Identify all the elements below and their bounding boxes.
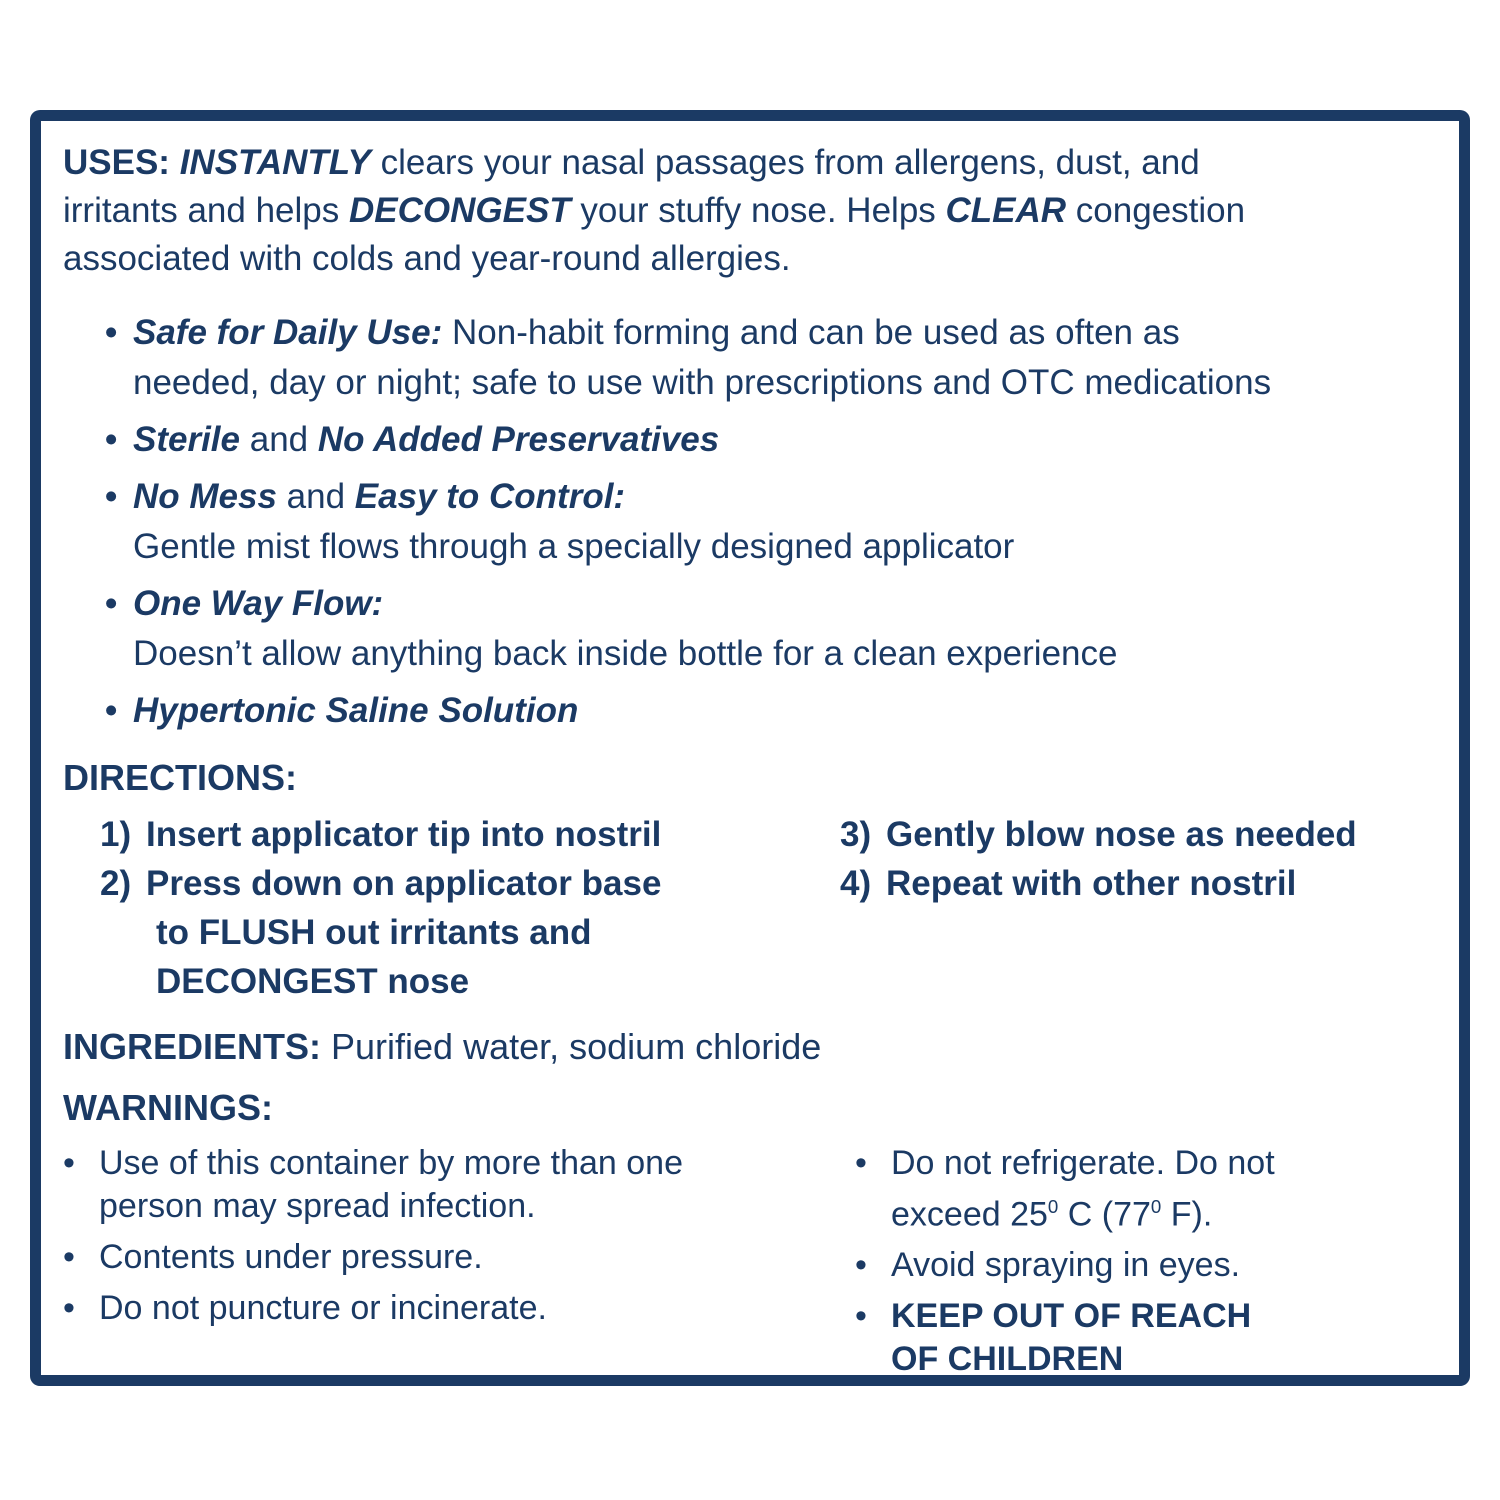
text-segment: Sterile — [133, 420, 240, 459]
text-segment: Use of this container by more than one — [99, 1144, 683, 1182]
bullet-icon: • — [105, 584, 118, 623]
text-segment: Easy to Control: — [354, 477, 626, 516]
bullet-icon: • — [105, 313, 118, 352]
text-segment: Gently blow nose as needed — [886, 815, 1357, 854]
text-segment: Purified water, sodium chloride — [321, 1026, 822, 1067]
text-line — [133, 308, 1271, 358]
step-text — [146, 859, 661, 1006]
text-segment: irritants and helps — [63, 191, 349, 230]
step-text — [146, 810, 661, 859]
text-segment: to FLUSH out irritants and — [156, 913, 592, 952]
warnings-columns — [63, 1142, 1433, 1386]
text-line — [146, 810, 661, 859]
warning-text — [99, 1287, 547, 1330]
warning-text — [891, 1142, 1275, 1236]
text-segment: associated with colds and year-round allergies. — [63, 239, 791, 278]
benefit-item — [105, 472, 1433, 572]
text-segment: Doesn’t allow anything back inside bottle for a clean experience — [133, 634, 1118, 673]
product-label-panel — [30, 110, 1470, 1386]
warning-text — [99, 1236, 483, 1279]
text-line — [146, 859, 661, 908]
warning-item — [63, 1287, 855, 1330]
warning-text — [891, 1244, 1240, 1287]
text-segment: 0 — [1047, 1196, 1059, 1217]
text-segment: exceed 25 — [891, 1195, 1048, 1234]
benefit-text — [133, 686, 578, 736]
text-segment: and — [276, 477, 355, 516]
text-line — [63, 187, 1433, 235]
warning-text — [891, 1295, 1251, 1381]
direction-step — [840, 859, 1357, 908]
benefit-item — [105, 415, 1433, 465]
text-line — [133, 472, 1014, 522]
text-line — [63, 139, 1433, 187]
direction-step — [100, 859, 840, 1006]
text-segment: Non-habit forming and can be used as often as — [442, 313, 1180, 352]
warning-item — [855, 1142, 1275, 1236]
text-line — [891, 1244, 1240, 1287]
text-line — [99, 1287, 547, 1330]
text-segment: C (77 — [1058, 1195, 1151, 1234]
text-segment: DECONGEST nose — [156, 962, 470, 1001]
text-segment: Safe for Daily Use: — [133, 313, 443, 352]
text-line — [891, 1185, 1275, 1236]
text-line — [891, 1295, 1251, 1338]
text-segment: No Added Preservatives — [317, 420, 720, 459]
text-line — [133, 686, 578, 736]
text-line — [133, 579, 1117, 629]
text-segment: INGREDIENTS: — [63, 1026, 322, 1067]
benefit-text — [133, 579, 1117, 679]
text-segment: KEEP OUT OF REACH — [891, 1297, 1252, 1336]
text-segment: Repeat with other nostril — [886, 864, 1297, 903]
benefit-item — [105, 686, 1433, 736]
directions-column — [100, 810, 840, 1006]
step-text — [886, 810, 1357, 859]
warnings-column — [63, 1142, 855, 1386]
text-line — [133, 358, 1271, 408]
text-segment: INSTANTLY — [179, 143, 371, 182]
text-segment: Press down on applicator base — [146, 864, 662, 903]
step-number: 1) — [100, 815, 132, 854]
text-line — [886, 859, 1296, 908]
text-line — [99, 1142, 683, 1185]
bullet-icon: • — [855, 1297, 867, 1336]
benefit-text — [133, 472, 1014, 572]
text-line — [156, 957, 661, 1006]
text-line — [133, 629, 1117, 679]
directions-heading: DIRECTIONS: — [63, 757, 297, 798]
text-line — [63, 235, 1433, 283]
text-line — [891, 1338, 1251, 1381]
text-line — [99, 1236, 483, 1279]
text-segment: your stuffy nose. Helps — [570, 191, 946, 230]
benefit-text — [133, 415, 719, 465]
directions-column — [840, 810, 1357, 1006]
text-line — [133, 415, 719, 465]
text-segment: OF CHILDREN — [891, 1340, 1124, 1379]
bullet-icon: • — [105, 477, 118, 516]
step-text — [886, 859, 1296, 908]
text-segment: No Mess — [133, 477, 277, 516]
text-segment: Do not refrigerate. Do not — [891, 1144, 1275, 1182]
text-segment: Gentle mist flows through a specially designed applicator — [133, 527, 1015, 566]
bullet-icon: • — [63, 1144, 75, 1182]
warning-text — [99, 1142, 683, 1228]
warnings-heading: WARNINGS: — [63, 1087, 273, 1128]
step-number: 2) — [100, 864, 132, 903]
benefit-item — [105, 579, 1433, 679]
text-line — [99, 1185, 683, 1228]
warning-item — [855, 1295, 1275, 1381]
text-segment: and — [240, 420, 318, 459]
text-segment: needed, day or night; safe to use with prescriptions and OTC medications — [133, 363, 1272, 402]
warning-item — [63, 1142, 855, 1228]
text-line — [133, 522, 1014, 572]
warnings-column — [855, 1142, 1275, 1386]
bullet-icon: • — [63, 1289, 75, 1327]
warning-item — [63, 1236, 855, 1279]
text-line — [891, 1142, 1275, 1185]
text-segment: DECONGEST — [348, 191, 571, 230]
bullet-icon: • — [855, 1144, 867, 1182]
text-segment: USES: — [63, 143, 180, 182]
text-segment: Do not puncture or incinerate. — [99, 1289, 547, 1327]
text-line — [156, 908, 661, 957]
warning-item — [855, 1244, 1275, 1287]
benefits-bullet-list — [105, 308, 1433, 736]
text-segment: Avoid spraying in eyes. — [891, 1246, 1241, 1285]
direction-step — [100, 810, 840, 859]
text-segment: Hypertonic Saline Solution — [133, 691, 579, 730]
text-segment: Insert applicator tip into nostril — [146, 815, 662, 854]
bullet-icon: • — [855, 1246, 867, 1285]
bullet-icon: • — [63, 1238, 75, 1276]
bullet-icon: • — [105, 420, 118, 459]
text-segment: Contents under pressure. — [99, 1238, 483, 1276]
uses-paragraph — [63, 139, 1433, 283]
bullet-icon: • — [105, 691, 118, 730]
text-segment: clears your nasal passages from allergens, dust, and — [370, 143, 1200, 182]
text-segment: 0 — [1150, 1196, 1162, 1217]
ingredients-line — [63, 1022, 1433, 1072]
text-line — [63, 1022, 1433, 1072]
direction-step — [840, 810, 1357, 859]
directions-columns — [100, 810, 1433, 1006]
text-line — [886, 810, 1357, 859]
text-segment: CLEAR — [945, 191, 1067, 230]
text-segment: F). — [1161, 1195, 1213, 1234]
text-segment: One Way Flow: — [133, 584, 384, 623]
step-number: 3) — [840, 815, 872, 854]
step-number: 4) — [840, 864, 872, 903]
text-segment: congestion — [1066, 191, 1246, 230]
benefit-text — [133, 308, 1271, 408]
text-segment: person may spread infection. — [99, 1187, 536, 1225]
benefit-item — [105, 308, 1433, 408]
